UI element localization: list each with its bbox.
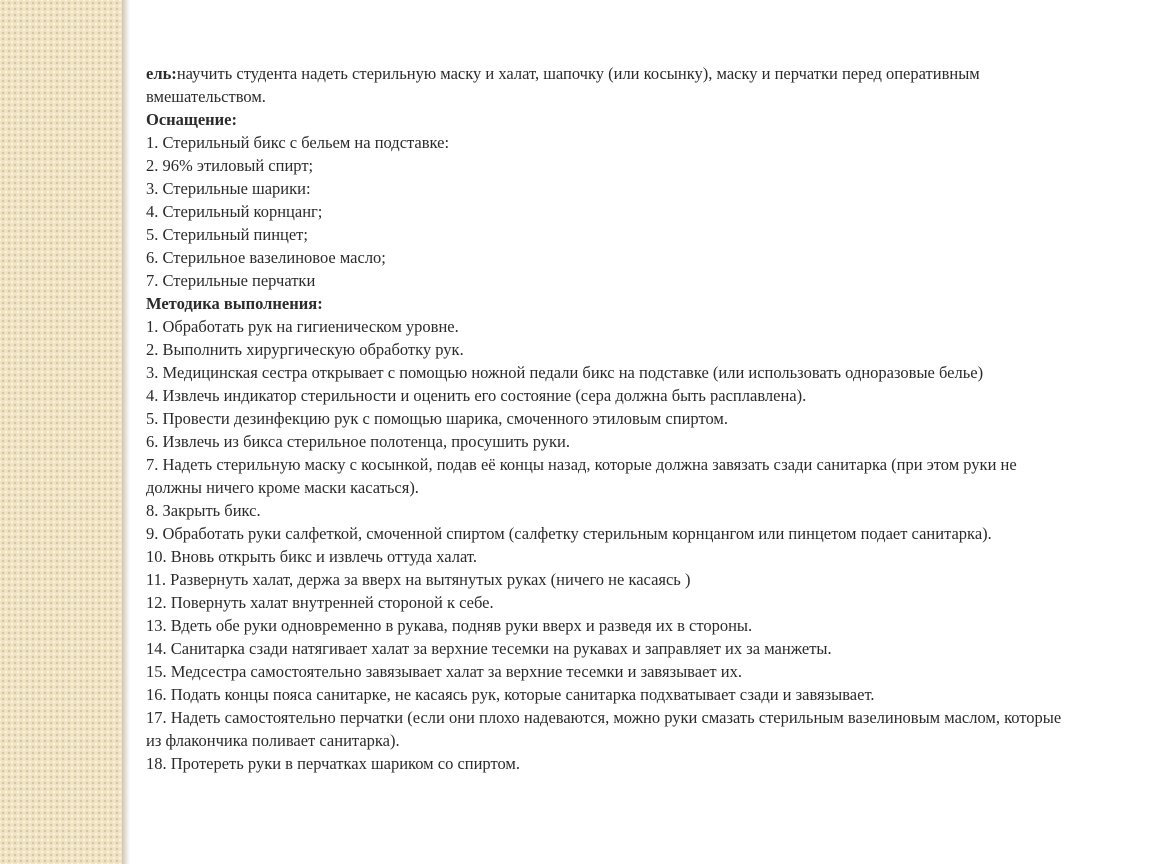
method-step: 14. Санитарка сзади натягивает халат за верхние тесемки на рукавах и заправляет их за манжеты. bbox=[146, 639, 832, 658]
method-step: 7. Надеть стерильную маску с косынкой, подав её концы назад, которые должна завязать сзади санитарка (при этом руки не должны ничего кроме маски касаться). bbox=[146, 455, 1017, 497]
goal-paragraph bbox=[146, 62, 1071, 108]
goal-label: ель: bbox=[146, 64, 177, 83]
method-step: 17. Надеть самостоятельно перчатки (если они плохо надеваются, можно руки смазать стерильным вазелиновым маслом, которые из флакончика поливает санитарка). bbox=[146, 708, 1062, 750]
side-band-shadow bbox=[122, 0, 130, 864]
method-step: 11. Развернуть халат, держа за вверх на вытянутых руках (ничего не касаясь ) bbox=[146, 570, 691, 589]
method-step: 15. Медсестра самостоятельно завязывает халат за верхние тесемки и завязывает их. bbox=[146, 662, 742, 681]
method-step: 1. Обработать рук на гигиеническом уровне. bbox=[146, 317, 459, 336]
method-step: 16. Подать концы пояса санитарке, не касаясь рук, которые санитарка подхватывает сзади и завязывает. bbox=[146, 685, 875, 704]
method-step: 10. Вновь открыть бикс и извлечь оттуда халат. bbox=[146, 547, 477, 566]
method-step: 2. Выполнить хирургическую обработку рук. bbox=[146, 340, 464, 359]
method-step: 3. Медицинская сестра открывает с помощью ножной педали бикс на подставке (или использовать одноразовые белье) bbox=[146, 363, 984, 382]
method-heading: Методика выполнения: bbox=[146, 294, 323, 313]
method-step: 9. Обработать руки салфеткой, смоченной спиртом (салфетку стерильным корнцангом или пинцетом подает санитарка). bbox=[146, 524, 992, 543]
equipment-item: 7. Стерильные перчатки bbox=[146, 271, 316, 290]
method-step: 13. Вдеть обе руки одновременно в рукава, подняв руки вверх и разведя их в стороны. bbox=[146, 616, 753, 635]
method-step: 4. Извлечь индикатор стерильности и оценить его состояние (сера должна быть расплавлена). bbox=[146, 386, 807, 405]
method-step: 8. Закрыть бикс. bbox=[146, 501, 261, 520]
method-step: 12. Повернуть халат внутренней стороной к себе. bbox=[146, 593, 494, 612]
slide-text-body bbox=[146, 62, 1071, 775]
equipment-item: 4. Стерильный корнцанг; bbox=[146, 202, 323, 221]
equipment-item: 6. Стерильное вазелиновое масло; bbox=[146, 248, 386, 267]
equipment-item: 2. 96% этиловый спирт; bbox=[146, 156, 314, 175]
decorative-side-band bbox=[0, 0, 122, 864]
equipment-item: 1. Стерильный бикс с бельем на подставке: bbox=[146, 133, 450, 152]
method-step: 5. Провести дезинфекцию рук с помощью шарика, смоченного этиловым спиртом. bbox=[146, 409, 728, 428]
equipment-heading: Оснащение: bbox=[146, 110, 237, 129]
equipment-item: 3. Стерильные шарики: bbox=[146, 179, 311, 198]
method-step: 6. Извлечь из бикса стерильное полотенца, просушить руки. bbox=[146, 432, 570, 451]
equipment-item: 5. Стерильный пинцет; bbox=[146, 225, 308, 244]
method-step: 18. Протереть руки в перчатках шариком со спиртом. bbox=[146, 754, 520, 773]
goal-text: научить студента надеть стерильную маску и халат, шапочку (или косынку), маску и перчатки перед оперативным вмешательством. bbox=[146, 64, 980, 106]
